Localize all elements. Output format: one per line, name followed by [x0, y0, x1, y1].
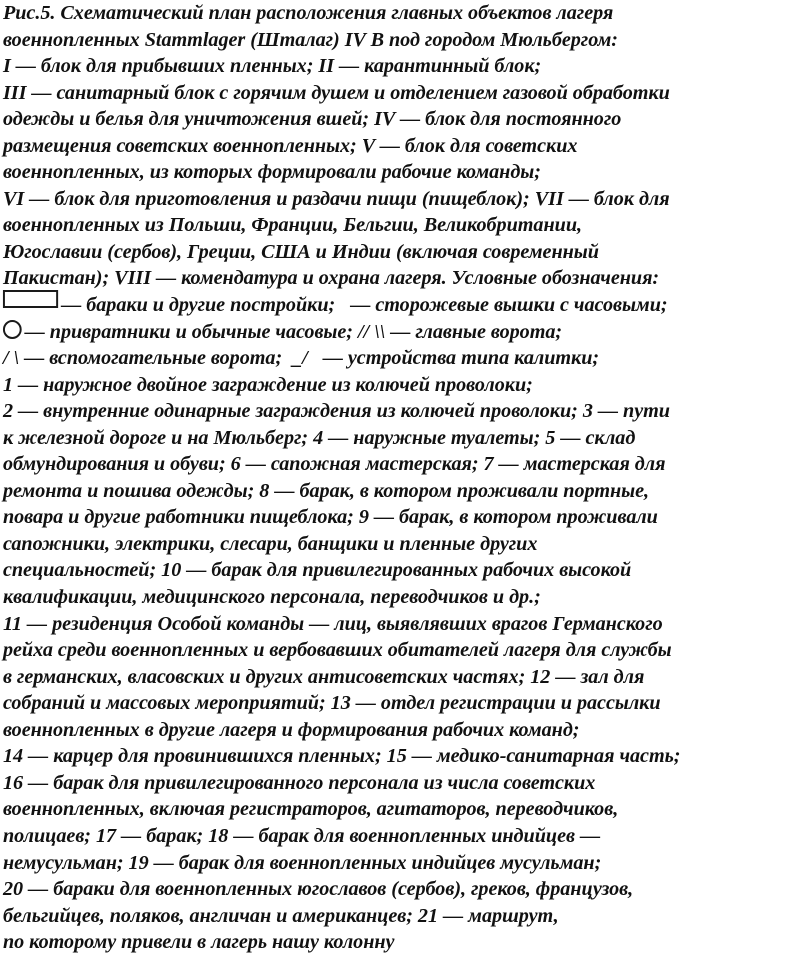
- caption-line: I — блок для прибывших пленных; II — карантинный блок;: [2, 55, 542, 78]
- caption-line: сапожники, электрики, слесари, банщики и пленные других: [2, 532, 538, 555]
- caption-line: специальностей; 10 — барак для привилегированных рабочих высокой: [2, 559, 632, 582]
- caption-line: бельгийцев, поляков, англичан и американцев; 21 — маршрут,: [2, 904, 559, 927]
- caption-line: в германских, власовских и других антисоветских частях; 12 — зал для: [2, 665, 645, 688]
- caption-line: обмундирования и обуви; 6 — сапожная мастерская; 7 — мастерская для: [2, 453, 666, 476]
- caption-line: 14 — карцер для провинившихся пленных; 15 — медико-санитарная часть;: [2, 745, 681, 768]
- barracks-rectangle-icon: [3, 290, 58, 308]
- caption-line: 1 — наружное двойное заграждение из колючей проволоки;: [2, 373, 533, 396]
- legend-barracks-label: — бараки и другие постройки; — сторожевые вышки с часовыми;: [61, 294, 668, 317]
- legend-line-gatekeepers: [0, 319, 778, 346]
- caption-line: квалификации, медицинского персонала, переводчиков и др.;: [2, 586, 541, 609]
- caption-line: VI — блок для приготовления и раздачи пищи (пищеблок); VII — блок для: [2, 187, 670, 210]
- caption-line: немусульман; 19 — барак для военнопленных индийцев мусульман;: [2, 851, 602, 874]
- caption-line: военнопленных из Польши, Франции, Бельгии, Великобритании,: [2, 214, 583, 237]
- legend-gatekeepers-label: — привратники и обычные часовые; // \\ — главные ворота;: [24, 320, 563, 343]
- caption-line: одежды и белья для уничтожения вшей; IV — блок для постоянного: [2, 108, 622, 131]
- caption-line: Югославии (сербов), Греции, США и Индии (включая современный: [2, 240, 599, 263]
- caption-line: полицаев; 17 — барак; 18 — барак для военнопленных индийцев —: [2, 824, 601, 847]
- caption-line: военнопленных, из которых формировали рабочие команды;: [2, 161, 541, 184]
- caption-line: военнопленных Stammlager (Шталаг) IV B под городом Мюльбергом:: [2, 28, 618, 51]
- caption-line: 16 — барак для привилегированного персонала из числа советских: [2, 771, 596, 794]
- legend-line-barracks: [0, 292, 778, 319]
- caption-line: Рис.5. Схематический план расположения главных объектов лагеря: [2, 2, 614, 24]
- caption-line: 20 — бараки для военнопленных югославов (сербов), греков, французов,: [2, 878, 634, 901]
- caption-line: военнопленных в другие лагеря и формирования рабочих команд;: [2, 718, 580, 741]
- legend-line-gates: / \ — вспомогательные ворота; _/ — устройства типа калитки;: [2, 347, 600, 370]
- caption-line: 11 — резиденция Особой команды — лиц, выявлявших врагов Германского: [2, 612, 663, 635]
- caption-line: ремонта и пошива одежды; 8 — барак, в котором проживали портные,: [2, 479, 650, 502]
- caption-line: военнопленных, включая регистраторов, агитаторов, переводчиков,: [2, 798, 619, 821]
- caption-line: собраний и массовых мероприятий; 13 — отдел регистрации и рассылки: [2, 692, 661, 715]
- caption-line: к железной дороге и на Мюльберг; 4 — наружные туалеты; 5 — склад: [2, 426, 636, 449]
- caption-line: по которому привели в лагерь нашу колонну: [2, 931, 395, 954]
- sentry-circle-icon: [3, 320, 22, 339]
- caption-line: III — санитарный блок с горячим душем и отделением газовой обработки: [2, 81, 670, 104]
- caption-line: размещения советских военнопленных; V — блок для советских: [2, 134, 578, 157]
- caption-line: повара и другие работники пищеблока; 9 — барак, в котором проживали: [2, 506, 658, 529]
- caption-line: рейха среди военнопленных и вербовавших обитателей лагеря для службы: [2, 639, 672, 662]
- caption-line: 2 — внутренние одинарные заграждения из колючей проволоки; 3 — пути: [2, 400, 670, 423]
- caption-line: Пакистан); VIII — комендатура и охрана лагеря. Условные обозначения:: [2, 267, 660, 290]
